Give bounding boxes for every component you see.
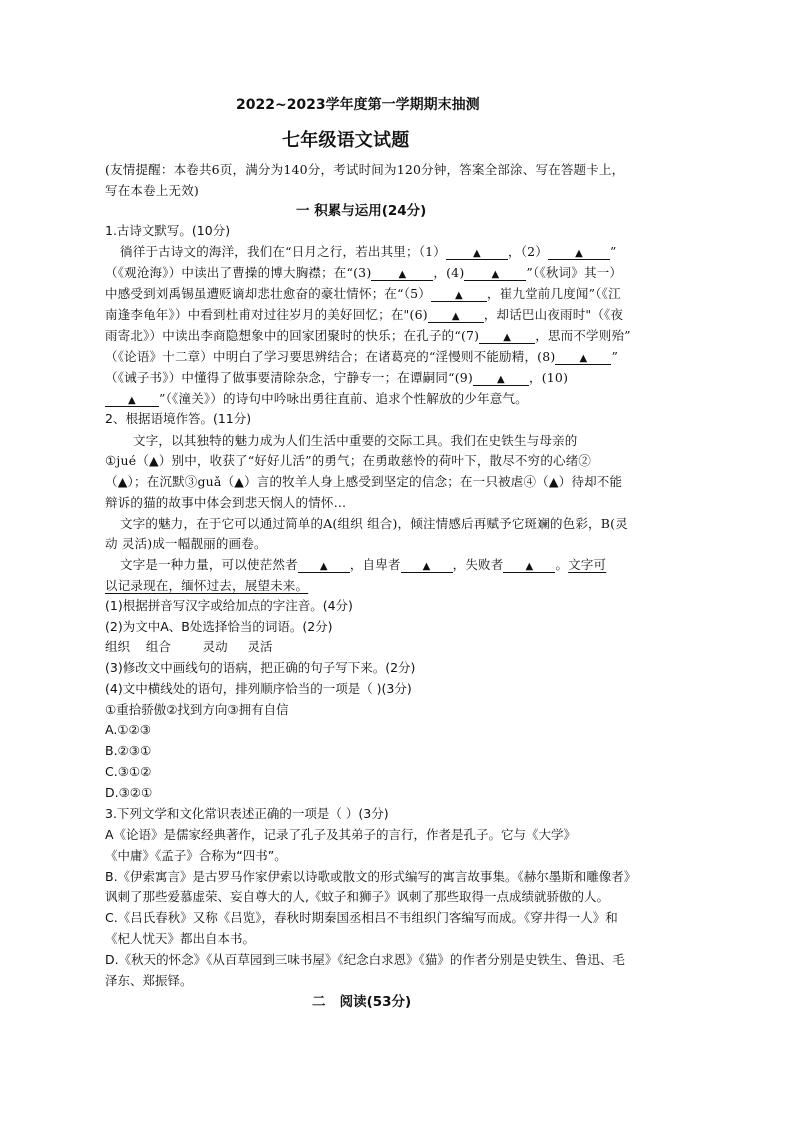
q2-sub-4: (4)文中横线处的语句，排列顺序恰当的一项是（ )(3分) (105, 681, 412, 696)
question-1-title: 1.古诗文默写。(10分) (105, 223, 231, 238)
q1-blank-1[interactable]: ▲ (446, 244, 508, 260)
q3-line-8: 泽东、郑振铎。 (105, 973, 193, 988)
q1-line-1: 徜徉于古诗文的海洋，我们在“日月之行，若出其里；（1） ▲ ，（2） ▲ ” (120, 244, 617, 259)
q2-passage-line-3: （▲）；在沉默③guǎ（▲）言的牧羊人身上感受到坚定的信念；在一只被虐④（▲）待却不能 (105, 474, 623, 489)
q2-sub-1: (1)根据拼音写汉字或给加点的字注音。(4分) (105, 598, 353, 613)
q2-underlined-sentence: 以记录现在，缅怀过去，展望未来。 (105, 578, 309, 593)
exam-subject-title: 七年级语文试题 (282, 130, 410, 151)
q1-line-2: （《观沧海》）中读出了曹操的博大胸襟；在“(3) ▲ ，(4) ▲ ”（《秋词》其一） (105, 265, 623, 280)
q3-line-6: 《杞人忧天》都出自本书。 (105, 931, 256, 946)
exam-notice-line-1: (友情提醒：本卷共6页，满分为140分，考试时间为120分钟，答案全部涂、写在答题卡上， (105, 162, 625, 177)
q2-passage-line-6: 动 灵活)成一幅靓丽的画卷。 (105, 536, 267, 551)
section-2-title: 二 阅读(53分) (312, 994, 412, 1010)
q3-line-1: A《论语》是儒家经典著作，记录了孔子及其弟子的言行，作者是孔子。它与《大学》 (105, 827, 577, 842)
q3-line-2: 《中庸》《孟子》合称为“四书”。 (105, 848, 287, 863)
q1-blank-6[interactable]: ▲ (428, 307, 484, 323)
q3-line-4: 讽刺了那些爱慕虚荣、妄自尊大的人,《蚊子和狮子》讽刺了那些取得一点成绩就骄傲的人。 (105, 889, 609, 904)
q1-line-6: （《论语》十二章）中明白了学习要思辨结合；在诸葛亮的“淫慢则不能励精，(8) ▲ ” (105, 349, 619, 364)
q2-sub-2: (2)为文中A、B处选择恰当的词语。(2分) (105, 619, 333, 634)
q2-passage-line-4: 辩诉的猫的故事中体会到悲天悯人的情怀… (105, 495, 347, 510)
q1-blank-10[interactable]: ▲ (105, 391, 159, 407)
q3-line-7: D.《秋天的怀念》《从百草园到三味书屋》《纪念白求恩》《猫》的作者分别是史铁生、鲁迅、毛 (105, 952, 625, 967)
choice-b[interactable]: B.②③① (105, 743, 152, 758)
question-3-title: 3.下列文学和文化常识表述正确的一项是（ ）(3分) (105, 806, 389, 821)
choice-c[interactable]: C.③①② (105, 764, 152, 779)
q2-passage-line-2: ①jué（▲）别中，收获了“好好儿活”的勇气；在勇敢慈怜的荷叶下，散尽不穷的心绪② (105, 453, 592, 468)
q1-blank-2[interactable]: ▲ (548, 244, 610, 260)
q1-line-8: ▲ ”（《潼关》）的诗句中吟咏出勇往直前、追求个性解放的少年意气。 (105, 390, 528, 408)
q3-line-3: B.《伊索寓言》是古罗马作家伊索以诗歌或散文的形式编写的寓言故事集。《赫尔墨斯和雕像者》 (105, 869, 637, 884)
exam-year-title: 2022~2023学年度第一学期期末抽测 (236, 97, 480, 113)
q1-line-5: 雨寄北》）中读出李商隐想象中的回家团聚时的快乐；在孔子的“(7) ▲ ，思而不学则殆” (105, 328, 631, 343)
section-1-title: 一 积累与运用(24分) (296, 203, 427, 219)
q1-blank-8[interactable]: ▲ (555, 349, 611, 365)
q1-blank-3[interactable]: ▲ (371, 265, 433, 281)
exam-notice-line-2: 写在本卷上无效) (105, 183, 199, 198)
q1-line-7: （《诫子书》）中懂得了做事要清除杂念，宁静专一；在谭嗣同“(9) ▲ ，(10) (105, 370, 569, 385)
q1-blank-7[interactable]: ▲ (479, 328, 535, 344)
q1-blank-9[interactable]: ▲ (473, 370, 529, 386)
q1-blank-4[interactable]: ▲ (464, 265, 526, 281)
q2-passage-line-5: 文字的魅力，在于它可以通过简单的A(组织 组合)，倾注情感后再赋予它斑斓的色彩，B(灵 (120, 516, 628, 531)
choice-d[interactable]: D.③②① (105, 785, 153, 800)
q2-blank-3[interactable]: ▲ (503, 557, 555, 573)
q3-line-5: C.《吕氏春秋》又称《吕览》，春秋时期秦国丞相吕不韦组织门客编写而成。《穿井得一人》和 (105, 910, 618, 925)
choice-a[interactable]: A.①②③ (105, 722, 151, 737)
question-2-title: 2、根据语境作答。(11分) (105, 411, 252, 426)
q2-blank-1[interactable]: ▲ (298, 557, 350, 573)
q1-line-3: 中感受到刘禹锡虽遭贬谪却悲壮愈奋的豪壮情怀；在“（5） ▲ ，崔九堂前几度闻”（《江 (105, 286, 621, 301)
q2-passage-line-1: 文字，以其独特的魅力成为人们生活中重要的交际工具。我们在史铁生与母亲的 (133, 433, 578, 448)
q2-underlined-sentence-start: 文字可 (568, 557, 607, 572)
q2-sub-2-options: 组织 组合 灵动 灵活 (105, 639, 273, 654)
q2-sub-3: (3)修改文中画线句的语病，把正确的句子写下来。(2分) (105, 660, 416, 675)
q2-blank-2[interactable]: ▲ (401, 557, 453, 573)
q2-passage-line-7: 文字是一种力量，可以使茫然者 ▲ ，自卑者 ▲ ，失败者 ▲ 。文字可 (120, 557, 607, 572)
q1-line-4: 南逢李龟年》）中看到杜甫对过往岁月的美好回忆；在"(6) ▲ ，却话巴山夜雨时"（《夜 (105, 307, 624, 322)
q1-blank-5[interactable]: ▲ (431, 286, 487, 302)
q2-sub-4-items: ①重拾骄傲②找到方向③拥有自信 (105, 702, 289, 717)
